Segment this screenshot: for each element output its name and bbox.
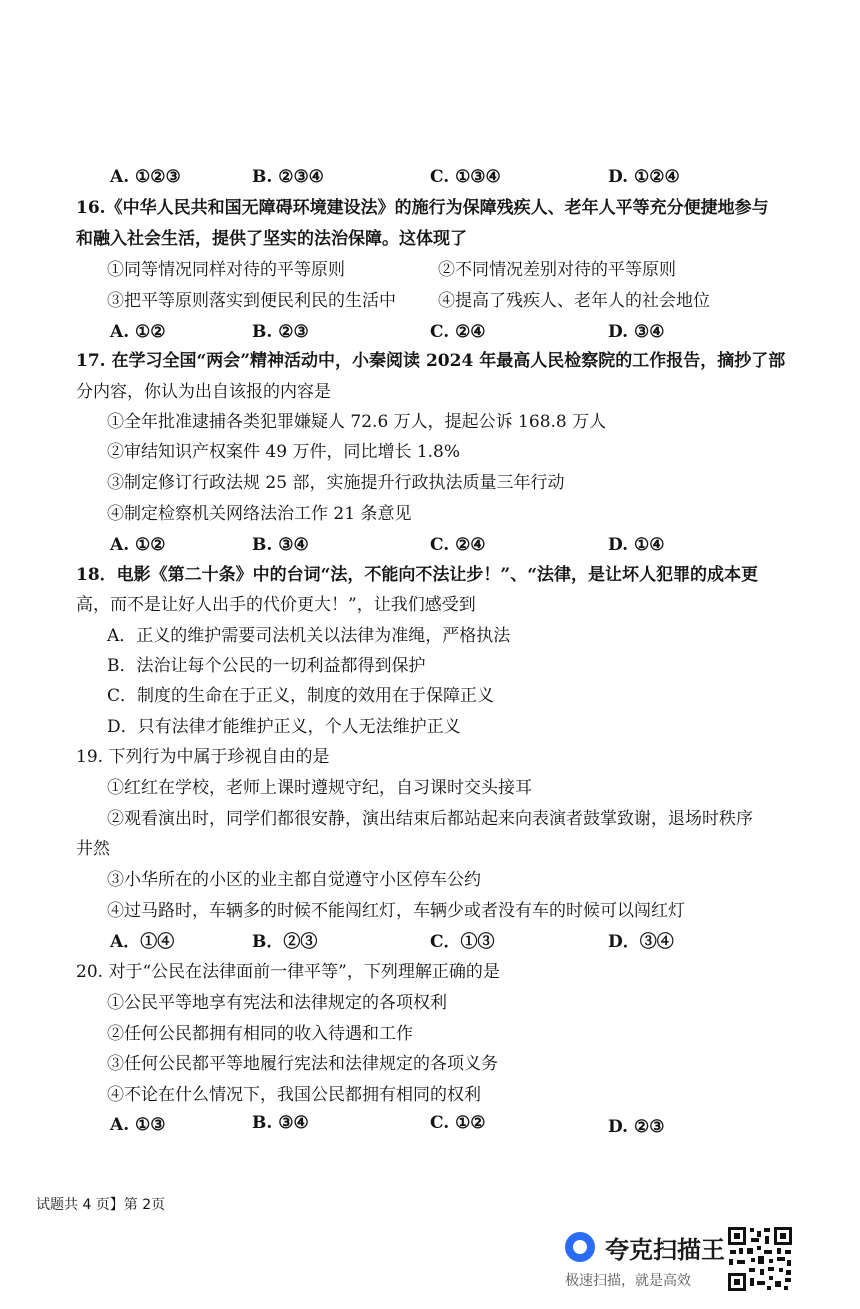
q16-option-c: C. ②④ bbox=[430, 322, 486, 342]
q18-stem-line-1: 18．电影《第二十条》中的台词“法，不能向不法让步！”、“法律，是让坏人犯罪的成本更 bbox=[76, 565, 758, 585]
q17-option-b: B. ③④ bbox=[252, 535, 309, 555]
q16-item-4: ④提高了残疾人、老年人的社会地位 bbox=[438, 291, 710, 311]
q15-option-b: B. ②③④ bbox=[252, 167, 324, 187]
q16-item-1: ①同等情况同样对待的平等原则 bbox=[107, 260, 345, 280]
q18-option-b: B．法治让每个公民的一切利益都得到保护 bbox=[107, 656, 426, 676]
qr-code-icon bbox=[727, 1226, 793, 1292]
q20-option-a: A. ①③ bbox=[110, 1115, 166, 1135]
q17-stem-line-2: 分内容，你认为出自该报的内容是 bbox=[76, 382, 331, 402]
q19-option-a: A．①④ bbox=[110, 932, 175, 952]
scanner-logo-icon bbox=[565, 1232, 595, 1262]
q19-option-c: C．①③ bbox=[430, 932, 495, 952]
q19-stem: 19. 下列行为中属于珍视自由的是 bbox=[76, 747, 330, 767]
q17-option-c: C. ②④ bbox=[430, 535, 486, 555]
q20-option-c: C. ①② bbox=[430, 1113, 486, 1133]
q16-item-2: ②不同情况差别对待的平等原则 bbox=[438, 260, 676, 280]
page-footer: 试题共 4 页】第 2页 bbox=[36, 1197, 166, 1213]
q19-item-1: ①红红在学校，老师上课时遵规守纪，自习课时交头接耳 bbox=[107, 778, 532, 798]
q16-option-b: B. ②③ bbox=[252, 322, 309, 342]
q19-item-2-line-1: ②观看演出时，同学们都很安静，演出结束后都站起来向表演者鼓掌致谢，退场时秩序 bbox=[107, 809, 753, 829]
q18-option-c: C．制度的生命在于正义，制度的效用在于保障正义 bbox=[107, 686, 495, 706]
q19-option-d: D．③④ bbox=[608, 932, 674, 952]
q20-item-3: ③任何公民都平等地履行宪法和法律规定的各项义务 bbox=[107, 1054, 498, 1074]
q19-option-b: B．②③ bbox=[252, 932, 318, 952]
q15-option-c: C. ①③④ bbox=[430, 167, 501, 187]
q20-option-b: B. ③④ bbox=[252, 1113, 309, 1133]
q20-item-4: ④不论在什么情况下，我国公民都拥有相同的权利 bbox=[107, 1085, 481, 1105]
q16-option-d: D. ③④ bbox=[608, 322, 665, 342]
q15-option-a: A. ①②③ bbox=[110, 167, 181, 187]
q18-option-d: D．只有法律才能维护正义，个人无法维护正义 bbox=[107, 717, 461, 737]
q17-option-a: A. ①② bbox=[110, 535, 166, 555]
q16-stem-line-2: 和融入社会生活，提供了坚实的法治保障。这体现了 bbox=[76, 229, 467, 249]
q17-stem-line-1: 17. 在学习全国“两会”精神活动中，小秦阅读 2024 年最高人民检察院的工作报告，摘抄了部 bbox=[76, 351, 786, 371]
q18-stem-line-2: 高，而不是让好人出手的代价更大！”，让我们感受到 bbox=[76, 595, 476, 615]
q17-item-3: ③制定修订行政法规 25 部，实施提升行政执法质量三年行动 bbox=[107, 473, 565, 493]
q16-stem-line-1: 16.《中华人民共和国无障碍环境建设法》的施行为保障残疾人、老年人平等充分便捷地参与 bbox=[76, 198, 769, 218]
q19-item-3: ③小华所在的小区的业主都自觉遵守小区停车公约 bbox=[107, 870, 481, 890]
q16-option-a: A. ①② bbox=[110, 322, 166, 342]
q17-item-2: ②审结知识产权案件 49 万件，同比增长 1.8% bbox=[107, 442, 461, 462]
q17-item-4: ④制定检察机关网络法治工作 21 条意见 bbox=[107, 504, 412, 524]
scanner-slogan: 极速扫描，就是高效 bbox=[565, 1273, 691, 1289]
q17-item-1: ①全年批准逮捕各类犯罪嫌疑人 72.6 万人，提起公诉 168.8 万人 bbox=[107, 412, 607, 432]
q20-item-1: ①公民平等地享有宪法和法律规定的各项权利 bbox=[107, 993, 447, 1013]
q18-option-a: A．正义的维护需要司法机关以法律为准绳，严格执法 bbox=[107, 626, 511, 646]
q19-item-2-line-2: 井然 bbox=[76, 839, 110, 859]
q17-option-d: D. ①④ bbox=[608, 535, 665, 555]
scanner-brand-name: 夸克扫描王 bbox=[605, 1236, 725, 1264]
q16-item-3: ③把平等原则落实到便民利民的生活中 bbox=[107, 291, 396, 311]
q19-item-4: ④过马路时，车辆多的时候不能闯红灯，车辆少或者没有车的时候可以闯红灯 bbox=[107, 901, 685, 921]
q20-stem: 20. 对于“公民在法律面前一律平等”，下列理解正确的是 bbox=[76, 962, 500, 982]
q20-item-2: ②任何公民都拥有相同的收入待遇和工作 bbox=[107, 1024, 413, 1044]
q20-option-d: D. ②③ bbox=[608, 1117, 665, 1137]
q15-option-d: D. ①②④ bbox=[608, 167, 680, 187]
